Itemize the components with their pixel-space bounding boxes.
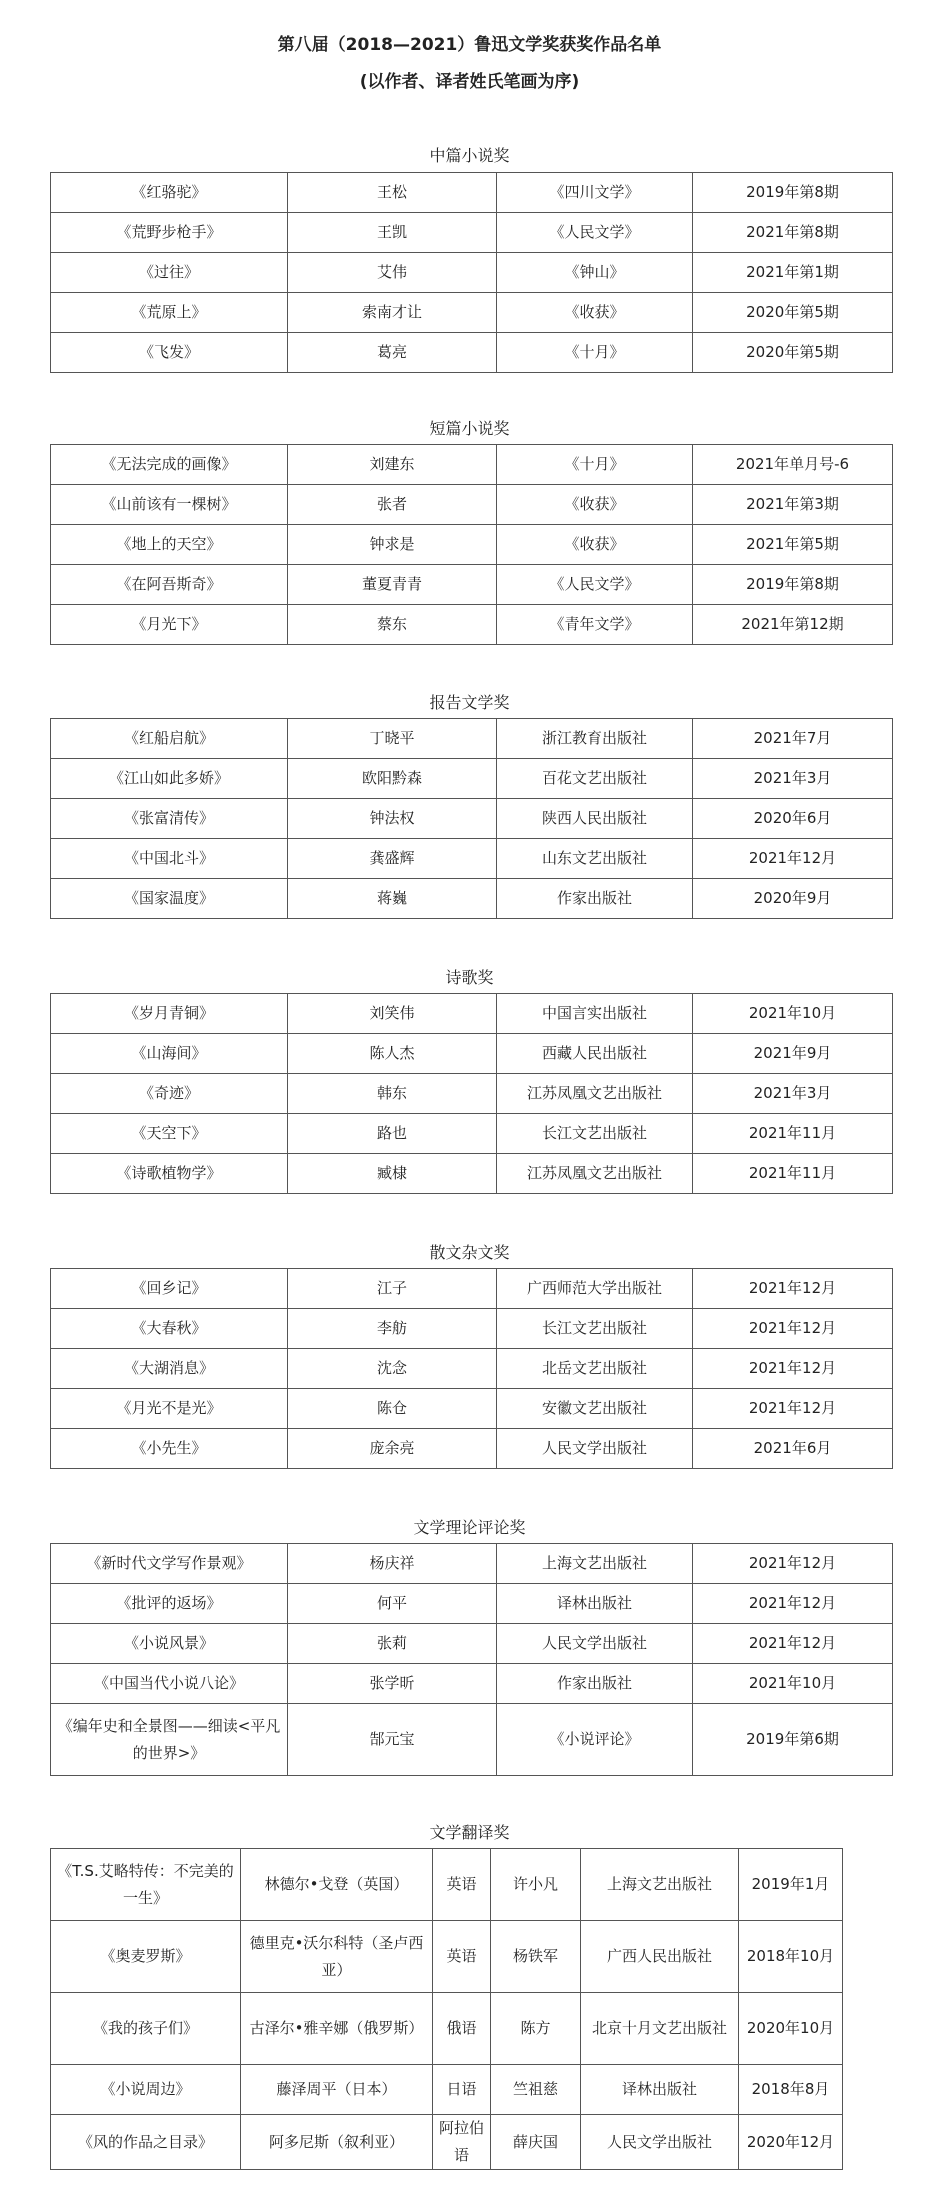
table-cell: 2021年3月 bbox=[693, 1074, 893, 1114]
table-row bbox=[51, 719, 893, 759]
table-cell: 庞余亮 bbox=[288, 1429, 497, 1469]
table-cell: 《回乡记》 bbox=[51, 1269, 288, 1309]
table-cell: 《小先生》 bbox=[51, 1429, 288, 1469]
table-cell: 2019年第6期 bbox=[693, 1704, 893, 1776]
table-cell: 《国家温度》 bbox=[51, 879, 288, 919]
table-cell: 竺祖慈 bbox=[491, 2065, 581, 2115]
table-cell: 上海文艺出版社 bbox=[497, 1544, 693, 1584]
table-row bbox=[51, 445, 893, 485]
table-cell: 安徽文艺出版社 bbox=[497, 1389, 693, 1429]
table-cell: 广西人民出版社 bbox=[581, 1921, 739, 1993]
table-cell: 中国言实出版社 bbox=[497, 994, 693, 1034]
table-cell: 《天空下》 bbox=[51, 1114, 288, 1154]
table-cell: 《地上的天空》 bbox=[51, 525, 288, 565]
table-cell: 《岁月青铜》 bbox=[51, 994, 288, 1034]
section-title: 短篇小说奖 bbox=[429, 419, 510, 438]
table-row bbox=[51, 1389, 893, 1429]
table-cell: 《中国北斗》 bbox=[51, 839, 288, 879]
table-cell: 北京十月文艺出版社 bbox=[581, 1993, 739, 2065]
table-cell: 《月光下》 bbox=[51, 605, 288, 645]
table-row bbox=[51, 1544, 893, 1584]
table-row bbox=[51, 213, 893, 253]
table-cell: 作家出版社 bbox=[497, 1664, 693, 1704]
section-title: 文学理论评论奖 bbox=[413, 1518, 526, 1537]
table-cell: 薛庆国 bbox=[491, 2115, 581, 2170]
table-cell: 2021年6月 bbox=[693, 1429, 893, 1469]
table-cell: 《小说风景》 bbox=[51, 1624, 288, 1664]
table-cell: 陈人杰 bbox=[288, 1034, 497, 1074]
table-cell: 长江文艺出版社 bbox=[497, 1114, 693, 1154]
table-cell: 《人民文学》 bbox=[497, 565, 693, 605]
table-row bbox=[51, 1349, 893, 1389]
table-cell: 《T.S.艾略特传：不完美的一生》 bbox=[51, 1849, 241, 1921]
table-row bbox=[51, 2065, 843, 2115]
table-cell: 《收获》 bbox=[497, 485, 693, 525]
table-cell: 2021年第12期 bbox=[693, 605, 893, 645]
table-cell: 2021年12月 bbox=[693, 839, 893, 879]
table-cell: 藤泽周平（日本） bbox=[241, 2065, 433, 2115]
table-cell: 2019年第8期 bbox=[693, 173, 893, 213]
table-cell: 何平 bbox=[288, 1584, 497, 1624]
table-cell: 《奥麦罗斯》 bbox=[51, 1921, 241, 1993]
table-cell: 蒋巍 bbox=[288, 879, 497, 919]
table-row bbox=[51, 994, 893, 1034]
table-cell: 《江山如此多娇》 bbox=[51, 759, 288, 799]
table-cell: 《收获》 bbox=[497, 525, 693, 565]
table-cell: 2018年10月 bbox=[739, 1921, 843, 1993]
table-cell: 《中国当代小说八论》 bbox=[51, 1664, 288, 1704]
table-cell: 《钟山》 bbox=[497, 253, 693, 293]
table-cell: 《山前该有一棵树》 bbox=[51, 485, 288, 525]
award-table bbox=[50, 1268, 893, 1469]
table-cell: 山东文艺出版社 bbox=[497, 839, 693, 879]
table-row bbox=[51, 333, 893, 373]
table-cell: 《无法完成的画像》 bbox=[51, 445, 288, 485]
table-row bbox=[51, 1429, 893, 1469]
table-cell: 《过往》 bbox=[51, 253, 288, 293]
table-cell: 《在阿吾斯奇》 bbox=[51, 565, 288, 605]
table-cell: 浙江教育出版社 bbox=[497, 719, 693, 759]
award-table bbox=[50, 1848, 843, 2170]
table-cell: 《大春秋》 bbox=[51, 1309, 288, 1349]
table-cell: 《红船启航》 bbox=[51, 719, 288, 759]
table-cell: 2020年第5期 bbox=[693, 333, 893, 373]
table-row bbox=[51, 2115, 843, 2170]
table-cell: 2020年12月 bbox=[739, 2115, 843, 2170]
table-cell: 钟法权 bbox=[288, 799, 497, 839]
table-cell: 索南才让 bbox=[288, 293, 497, 333]
table-cell: 2020年9月 bbox=[693, 879, 893, 919]
table-cell: 译林出版社 bbox=[497, 1584, 693, 1624]
table-cell: 张莉 bbox=[288, 1624, 497, 1664]
table-cell: 《张富清传》 bbox=[51, 799, 288, 839]
table-cell: 《大湖消息》 bbox=[51, 1349, 288, 1389]
table-cell: 张者 bbox=[288, 485, 497, 525]
table-cell: 郜元宝 bbox=[288, 1704, 497, 1776]
section-title: 文学翻译奖 bbox=[429, 1823, 510, 1842]
table-row bbox=[51, 1849, 843, 1921]
table-row bbox=[51, 565, 893, 605]
section-title: 报告文学奖 bbox=[429, 693, 510, 712]
table-cell: 2020年6月 bbox=[693, 799, 893, 839]
table-cell: 沈念 bbox=[288, 1349, 497, 1389]
table-cell: 2021年12月 bbox=[693, 1624, 893, 1664]
table-cell: 2021年10月 bbox=[693, 1664, 893, 1704]
table-cell: 林德尔•戈登（英国） bbox=[241, 1849, 433, 1921]
table-cell: 北岳文艺出版社 bbox=[497, 1349, 693, 1389]
table-row bbox=[51, 1309, 893, 1349]
table-cell: 《风的作品之目录》 bbox=[51, 2115, 241, 2170]
table-cell: 《青年文学》 bbox=[497, 605, 693, 645]
table-cell: 陈仓 bbox=[288, 1389, 497, 1429]
table-cell: 2021年3月 bbox=[693, 759, 893, 799]
table-cell: 刘建东 bbox=[288, 445, 497, 485]
table-cell: 2021年12月 bbox=[693, 1544, 893, 1584]
table-cell: 《新时代文学写作景观》 bbox=[51, 1544, 288, 1584]
award-table bbox=[50, 1543, 893, 1776]
table-row bbox=[51, 605, 893, 645]
table-cell: 丁晓平 bbox=[288, 719, 497, 759]
table-cell: 《十月》 bbox=[497, 333, 693, 373]
table-cell: 龚盛辉 bbox=[288, 839, 497, 879]
table-cell: 上海文艺出版社 bbox=[581, 1849, 739, 1921]
table-cell: 欧阳黔森 bbox=[288, 759, 497, 799]
table-cell: 《飞发》 bbox=[51, 333, 288, 373]
table-row bbox=[51, 879, 893, 919]
table-cell: 2021年第5期 bbox=[693, 525, 893, 565]
table-cell: 译林出版社 bbox=[581, 2065, 739, 2115]
table-cell: 2021年12月 bbox=[693, 1309, 893, 1349]
section-title: 中篇小说奖 bbox=[429, 146, 510, 165]
table-cell: 韩东 bbox=[288, 1074, 497, 1114]
table-cell: 2018年8月 bbox=[739, 2065, 843, 2115]
table-cell: 西藏人民出版社 bbox=[497, 1034, 693, 1074]
table-cell: 路也 bbox=[288, 1114, 497, 1154]
table-cell: 杨铁军 bbox=[491, 1921, 581, 1993]
table-cell: 《我的孩子们》 bbox=[51, 1993, 241, 2065]
table-row bbox=[51, 1074, 893, 1114]
award-table bbox=[50, 993, 893, 1194]
table-cell: 张学昕 bbox=[288, 1664, 497, 1704]
table-cell: 2021年12月 bbox=[693, 1389, 893, 1429]
table-cell: 2021年11月 bbox=[693, 1114, 893, 1154]
table-row bbox=[51, 1269, 893, 1309]
table-cell: 《编年史和全景图——细读<平凡的世界>》 bbox=[51, 1704, 288, 1776]
table-cell: 人民文学出版社 bbox=[497, 1429, 693, 1469]
table-cell: 作家出版社 bbox=[497, 879, 693, 919]
table-cell: 2021年11月 bbox=[693, 1154, 893, 1194]
table-cell: 百花文艺出版社 bbox=[497, 759, 693, 799]
table-row bbox=[51, 799, 893, 839]
table-row bbox=[51, 1664, 893, 1704]
table-cell: 俄语 bbox=[433, 1993, 491, 2065]
table-cell: 《奇迹》 bbox=[51, 1074, 288, 1114]
table-cell: 《十月》 bbox=[497, 445, 693, 485]
table-cell: 人民文学出版社 bbox=[497, 1624, 693, 1664]
table-cell: 2021年12月 bbox=[693, 1349, 893, 1389]
award-table bbox=[50, 718, 893, 919]
table-cell: 2021年单月号-6 bbox=[693, 445, 893, 485]
table-row bbox=[51, 293, 893, 333]
table-cell: 江苏凤凰文艺出版社 bbox=[497, 1074, 693, 1114]
table-cell: 臧棣 bbox=[288, 1154, 497, 1194]
page-subtitle: (以作者、译者姓氏笔画为序) bbox=[359, 72, 580, 92]
table-cell: 《小说周边》 bbox=[51, 2065, 241, 2115]
table-cell: 2020年第5期 bbox=[693, 293, 893, 333]
table-cell: 2021年10月 bbox=[693, 994, 893, 1034]
table-row bbox=[51, 839, 893, 879]
table-cell: 2021年第3期 bbox=[693, 485, 893, 525]
table-cell: 《荒野步枪手》 bbox=[51, 213, 288, 253]
table-cell: 《山海间》 bbox=[51, 1034, 288, 1074]
table-cell: 阿多尼斯（叙利亚） bbox=[241, 2115, 433, 2170]
table-row bbox=[51, 1993, 843, 2065]
table-cell: 《批评的返场》 bbox=[51, 1584, 288, 1624]
page-title: 第八届（2018—2021）鲁迅文学奖获奖作品名单 bbox=[277, 35, 662, 55]
table-row bbox=[51, 1114, 893, 1154]
table-cell: 2021年第8期 bbox=[693, 213, 893, 253]
table-cell: 2019年1月 bbox=[739, 1849, 843, 1921]
table-cell: 许小凡 bbox=[491, 1849, 581, 1921]
table-cell: 《荒原上》 bbox=[51, 293, 288, 333]
award-table bbox=[50, 172, 893, 373]
table-row bbox=[51, 173, 893, 213]
table-cell: 江子 bbox=[288, 1269, 497, 1309]
table-cell: 陕西人民出版社 bbox=[497, 799, 693, 839]
table-cell: 李舫 bbox=[288, 1309, 497, 1349]
table-cell: 人民文学出版社 bbox=[581, 2115, 739, 2170]
table-cell: 日语 bbox=[433, 2065, 491, 2115]
table-row bbox=[51, 1921, 843, 1993]
table-cell: 2019年第8期 bbox=[693, 565, 893, 605]
table-row bbox=[51, 1154, 893, 1194]
table-cell: 蔡东 bbox=[288, 605, 497, 645]
table-cell: 《四川文学》 bbox=[497, 173, 693, 213]
table-row bbox=[51, 759, 893, 799]
table-cell: 《小说评论》 bbox=[497, 1704, 693, 1776]
table-cell: 葛亮 bbox=[288, 333, 497, 373]
table-cell: 王松 bbox=[288, 173, 497, 213]
table-cell: 江苏凤凰文艺出版社 bbox=[497, 1154, 693, 1194]
table-row bbox=[51, 253, 893, 293]
table-cell: 《月光不是光》 bbox=[51, 1389, 288, 1429]
table-cell: 《收获》 bbox=[497, 293, 693, 333]
table-cell: 《诗歌植物学》 bbox=[51, 1154, 288, 1194]
table-cell: 《人民文学》 bbox=[497, 213, 693, 253]
table-cell: 刘笑伟 bbox=[288, 994, 497, 1034]
table-cell: 2020年10月 bbox=[739, 1993, 843, 2065]
table-cell: 英语 bbox=[433, 1849, 491, 1921]
table-cell: 2021年12月 bbox=[693, 1269, 893, 1309]
table-cell: 艾伟 bbox=[288, 253, 497, 293]
table-cell: 2021年9月 bbox=[693, 1034, 893, 1074]
section-title: 诗歌奖 bbox=[445, 968, 494, 987]
table-cell: 杨庆祥 bbox=[288, 1544, 497, 1584]
table-cell: 2021年7月 bbox=[693, 719, 893, 759]
table-cell: 英语 bbox=[433, 1921, 491, 1993]
table-row bbox=[51, 485, 893, 525]
award-table bbox=[50, 444, 893, 645]
table-row bbox=[51, 1034, 893, 1074]
section-title: 散文杂文奖 bbox=[429, 1243, 510, 1262]
table-cell: 阿拉伯语 bbox=[433, 2115, 491, 2170]
table-row bbox=[51, 525, 893, 565]
table-row bbox=[51, 1704, 893, 1776]
table-cell: 2021年12月 bbox=[693, 1584, 893, 1624]
table-cell: 长江文艺出版社 bbox=[497, 1309, 693, 1349]
table-cell: 钟求是 bbox=[288, 525, 497, 565]
table-cell: 2021年第1期 bbox=[693, 253, 893, 293]
table-cell: 董夏青青 bbox=[288, 565, 497, 605]
table-cell: 陈方 bbox=[491, 1993, 581, 2065]
table-cell: 《红骆驼》 bbox=[51, 173, 288, 213]
table-cell: 古泽尔•雅辛娜（俄罗斯） bbox=[241, 1993, 433, 2065]
table-cell: 王凯 bbox=[288, 213, 497, 253]
table-row bbox=[51, 1584, 893, 1624]
table-cell: 广西师范大学出版社 bbox=[497, 1269, 693, 1309]
table-cell: 德里克•沃尔科特（圣卢西亚） bbox=[241, 1921, 433, 1993]
table-row bbox=[51, 1624, 893, 1664]
